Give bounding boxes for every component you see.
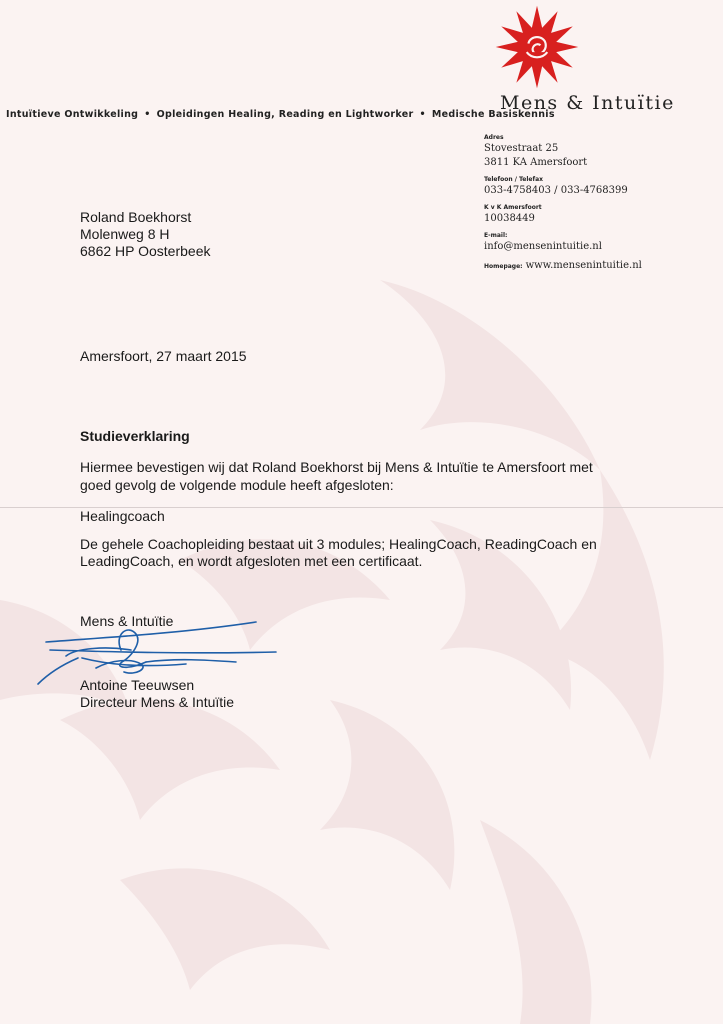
letter-subject: Studieverklaring [80, 428, 190, 444]
handwritten-signature [36, 612, 286, 692]
address-value [484, 142, 642, 170]
letter-paragraph: De gehele Coachopleiding bestaat uit 3 modules; HealingCoach, ReadingCoach en LeadingCoach, en wordt afgesloten met een certificaat. [80, 536, 597, 569]
tagline-separator: • [144, 109, 151, 120]
phone-label: Telefoon / Telefax [484, 176, 544, 183]
phone-value: 033-4758403 / 033-4768399 [484, 185, 628, 196]
signer-title: Directeur Mens & Intuïtie [80, 694, 235, 710]
kvk-label: K v K Amersfoort [484, 204, 542, 211]
tagline-item: Opleidingen Healing, Reading en Lightworker [156, 109, 414, 120]
recipient-name: Roland Boekhorst [80, 209, 192, 225]
contact-block [484, 133, 642, 279]
email-value: info@mensenintuitie.nl [484, 241, 602, 252]
closing-organization: Mens & Intuïtie [80, 613, 174, 629]
tagline-item: Medische Basiskennis [431, 109, 555, 120]
letter-date: Amersfoort, 27 maart 2015 [80, 348, 247, 364]
tagline-item: Intuïtieve Ontwikkeling [6, 109, 139, 120]
address-line: 3811 KA Amersfoort [484, 157, 588, 168]
recipient-address [80, 209, 211, 260]
letterhead-tagline [6, 109, 555, 120]
tagline-separator: • [419, 109, 426, 120]
completed-module: Healingcoach [80, 508, 165, 524]
homepage-value: www.mensenintuitie.nl [525, 260, 642, 271]
address-line: Stovestraat 25 [484, 143, 559, 154]
letter-paragraph: Hiermee bevestigen wij dat Roland Boekhorst bij Mens & Intuïtie te Amersfoort met goed gevolg de volgende module heeft afgesloten: [80, 459, 593, 493]
brand-name: Mens & Intuïtie [500, 92, 675, 114]
email-label: E-mail: [484, 232, 508, 239]
recipient-street: Molenweg 8 H [80, 226, 170, 242]
recipient-city: 6862 HP Oosterbeek [80, 243, 211, 259]
homepage-row [484, 259, 642, 274]
signer-name: Antoine Teeuwsen [80, 677, 195, 693]
kvk-value: 10038449 [484, 213, 535, 224]
address-label: Adres [484, 134, 504, 141]
homepage-label: Homepage: [484, 263, 523, 270]
sun-logo-icon [494, 4, 580, 90]
